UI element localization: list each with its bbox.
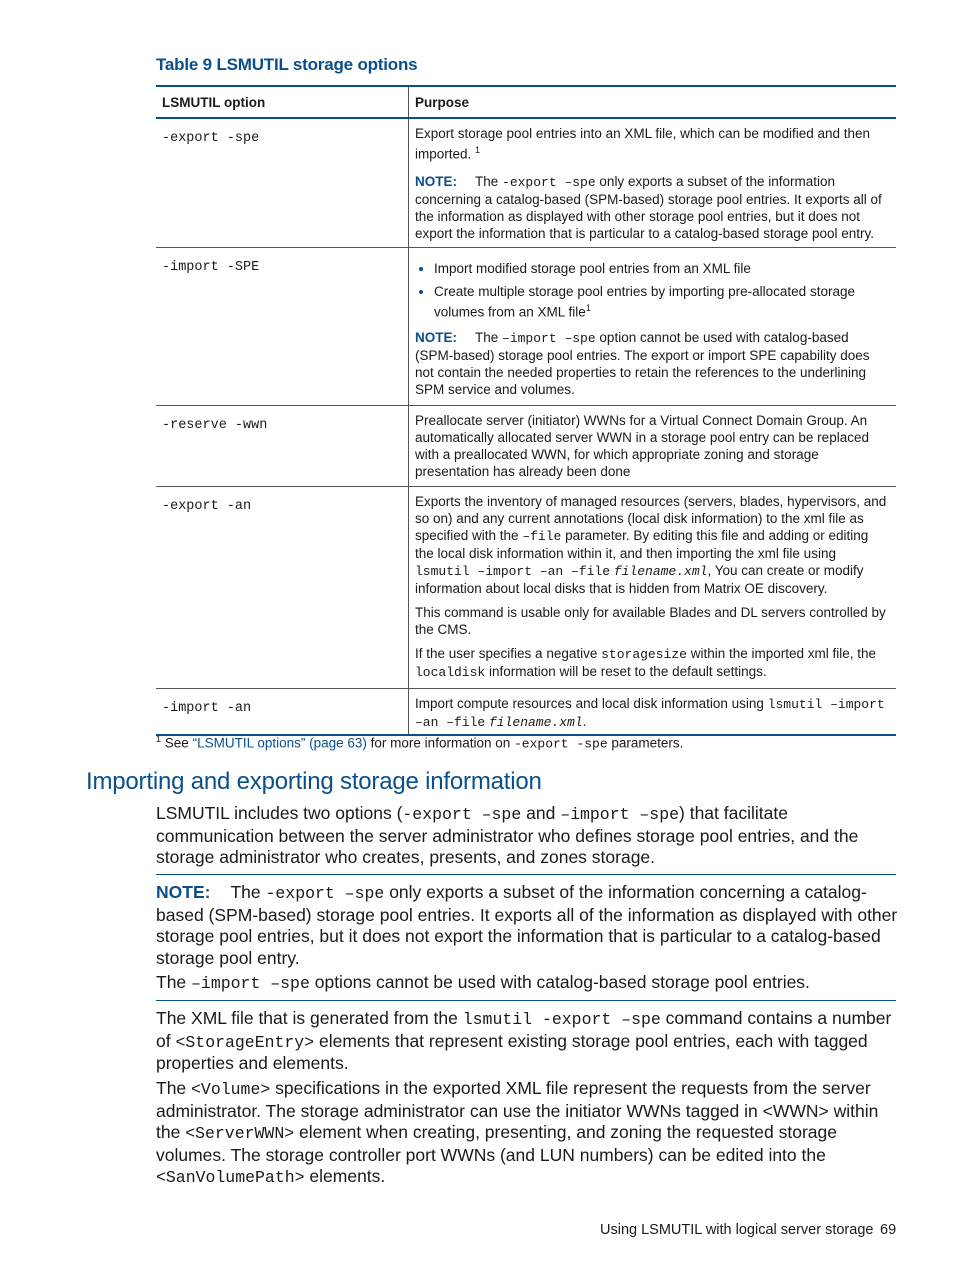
table-footnote [156,734,683,752]
inline-code: –import –spe [502,330,596,346]
inline-code: filename.xml [488,715,583,730]
table-row [156,689,896,734]
footnote-ref: 1 [475,145,481,155]
purpose-text: Export storage pool entries into an XML file, which can be modified and then imported. [415,126,871,162]
inline-code: <StorageEntry> [175,1032,315,1052]
inline-code: -export –spe [265,884,385,903]
footnote-text: for more information on [370,735,511,751]
purpose-text: . [582,714,587,729]
note-text: The [475,173,499,189]
purpose-cell [408,248,896,405]
inline-code: -export –spe [502,174,596,190]
note-label: NOTE: [156,882,211,902]
purpose-text: within the imported xml file, the [690,646,877,661]
lsmutil-storage-options-table [156,85,896,736]
note-block: NOTE: The -export –spe only exports a subset of the information concerning a catalog-based (SPM-based) storage pool entries. It exports all of the information as displayed with other storage pool entries, but it does not export the information that is particular to a catalog-based storage pool entry. [156,882,898,968]
inline-code: <Volume> [191,1080,271,1099]
inline-code: –import –spe [560,805,680,824]
inline-code: -export –spe [402,805,522,824]
note-text: option cannot be used with catalog-based (SPM-based) storage pool entries. The export or import SPE capability does not contain the needed properties to retain the references to the underlining SPM service and volumes. [415,329,870,397]
option-cell: -export -spe [162,131,260,146]
option-cell: -import -an [162,701,252,716]
table-caption: Table 9 LSMUTIL storage options [156,55,418,74]
table-row [156,248,896,406]
table-row [156,487,896,689]
option-cell: -import -SPE [162,260,260,275]
bullet-list [415,260,890,321]
purpose-cell [408,406,896,486]
list-item: • Import modified storage pool entries from an XML file [434,260,890,277]
inline-code: filename.xml [613,564,708,579]
note-paragraph-2: The –import –spe options cannot be used with catalog-based storage pool entries. [156,972,810,993]
inline-code: -export -spe [514,736,608,752]
table-header-row [156,87,896,119]
page-number: 69 [880,1222,897,1238]
footnote-text: See [164,735,189,751]
footnote-link[interactable]: “LSMUTIL options” (page 63) [192,735,367,751]
footnote-text: parameters. [611,735,684,751]
inline-code: lsmutil –import –an –file [415,697,885,730]
inline-code: lsmutil -export –spe [462,1010,661,1029]
purpose-text: information will be reset to the default settings. [488,664,767,679]
note-bottom-rule [156,1000,896,1001]
note-text: only exports a subset of the information concerning a catalog-based (SPM-based) storage pool entries. It exports all of the information as displayed with other storage pool entries, but it does not export the information that is particular to a catalog-based storage pool entry. [415,173,882,241]
table-row [156,119,896,248]
volume-paragraph: The <Volume> specifications in the exported XML file represent the requests from the server administrator. The storage administrator can use the initiator WWNs tagged in <WWN> within the <ServerWWN> element when creating, presenting, and zoning the requested storage volumes. The storage controller port WWNs (and LUN numbers) can be edited into the <SanVolumePath> elements. [156,1078,879,1187]
note-label: NOTE: [415,173,457,189]
table-row [156,406,896,487]
purpose-cell [408,689,896,734]
xml-paragraph: The XML file that is generated from the lsmutil -export –spe command contains a number of <StorageEntry> elements that represent existing storage pool entries, each with tagged properties and elements. [156,1008,892,1073]
running-footer: Using LSMUTIL with logical server storage [600,1222,874,1238]
purpose-cell [408,487,896,688]
intro-paragraph: LSMUTIL includes two options (-export –spe and –import –spe) that facilitate communication between the server administrator who defines storage pool entries, and the storage administrator who creates, presents, and zones storage. [156,803,859,867]
header-purpose: Purpose [408,87,896,117]
inline-code: <SanVolumePath> [156,1168,305,1187]
inline-code: storagesize [601,647,687,662]
purpose-text: Exports the inventory of managed resources (servers, blades, hypervisors, and so on) and any current annotations (local disk information) to the xml file as specified with the [415,494,887,543]
header-option: LSMUTIL option [162,94,266,110]
inline-code: <ServerWWN> [185,1124,295,1143]
purpose-text: parameter. By editing this file and adding or editing the local disk information within it, and then importing the xml file using [415,528,869,561]
inline-code: lsmutil –import –an –file [415,564,611,579]
note-text: The [475,329,499,345]
inline-code: –file [522,529,562,544]
section-heading: Importing and exporting storage information [86,768,542,795]
purpose-text: If the user specifies a negative [415,646,598,661]
note-top-rule [156,874,896,875]
inline-code: –import –spe [191,974,310,993]
purpose-cell [408,119,896,247]
list-item: • Create multiple storage pool entries by importing pre-allocated storage volumes from an XML file$^1$ [434,283,890,321]
footnote-ref: 1 [585,303,591,313]
purpose-text: , You can create or modify information about local disks that is hidden from Matrix OE discovery. [415,563,864,596]
option-cell: -reserve -wwn [162,418,268,433]
footnote-number: 1 [156,734,162,744]
purpose-text: This command is usable only for available Blades and DL servers controlled by the CMS. [415,605,886,637]
purpose-text: Preallocate server (initiator) WWNs for a Virtual Connect Domain Group. An automatically allocated server WWN in a storage pool entry can be replaced with a preallocated WWN, for which appropriate zoning and storage presentation has already been done [415,413,869,479]
purpose-text: Import compute resources and local disk information using [415,696,764,711]
inline-code: localdisk [415,665,486,680]
option-cell: -export -an [162,499,252,514]
note-label: NOTE: [415,329,457,345]
